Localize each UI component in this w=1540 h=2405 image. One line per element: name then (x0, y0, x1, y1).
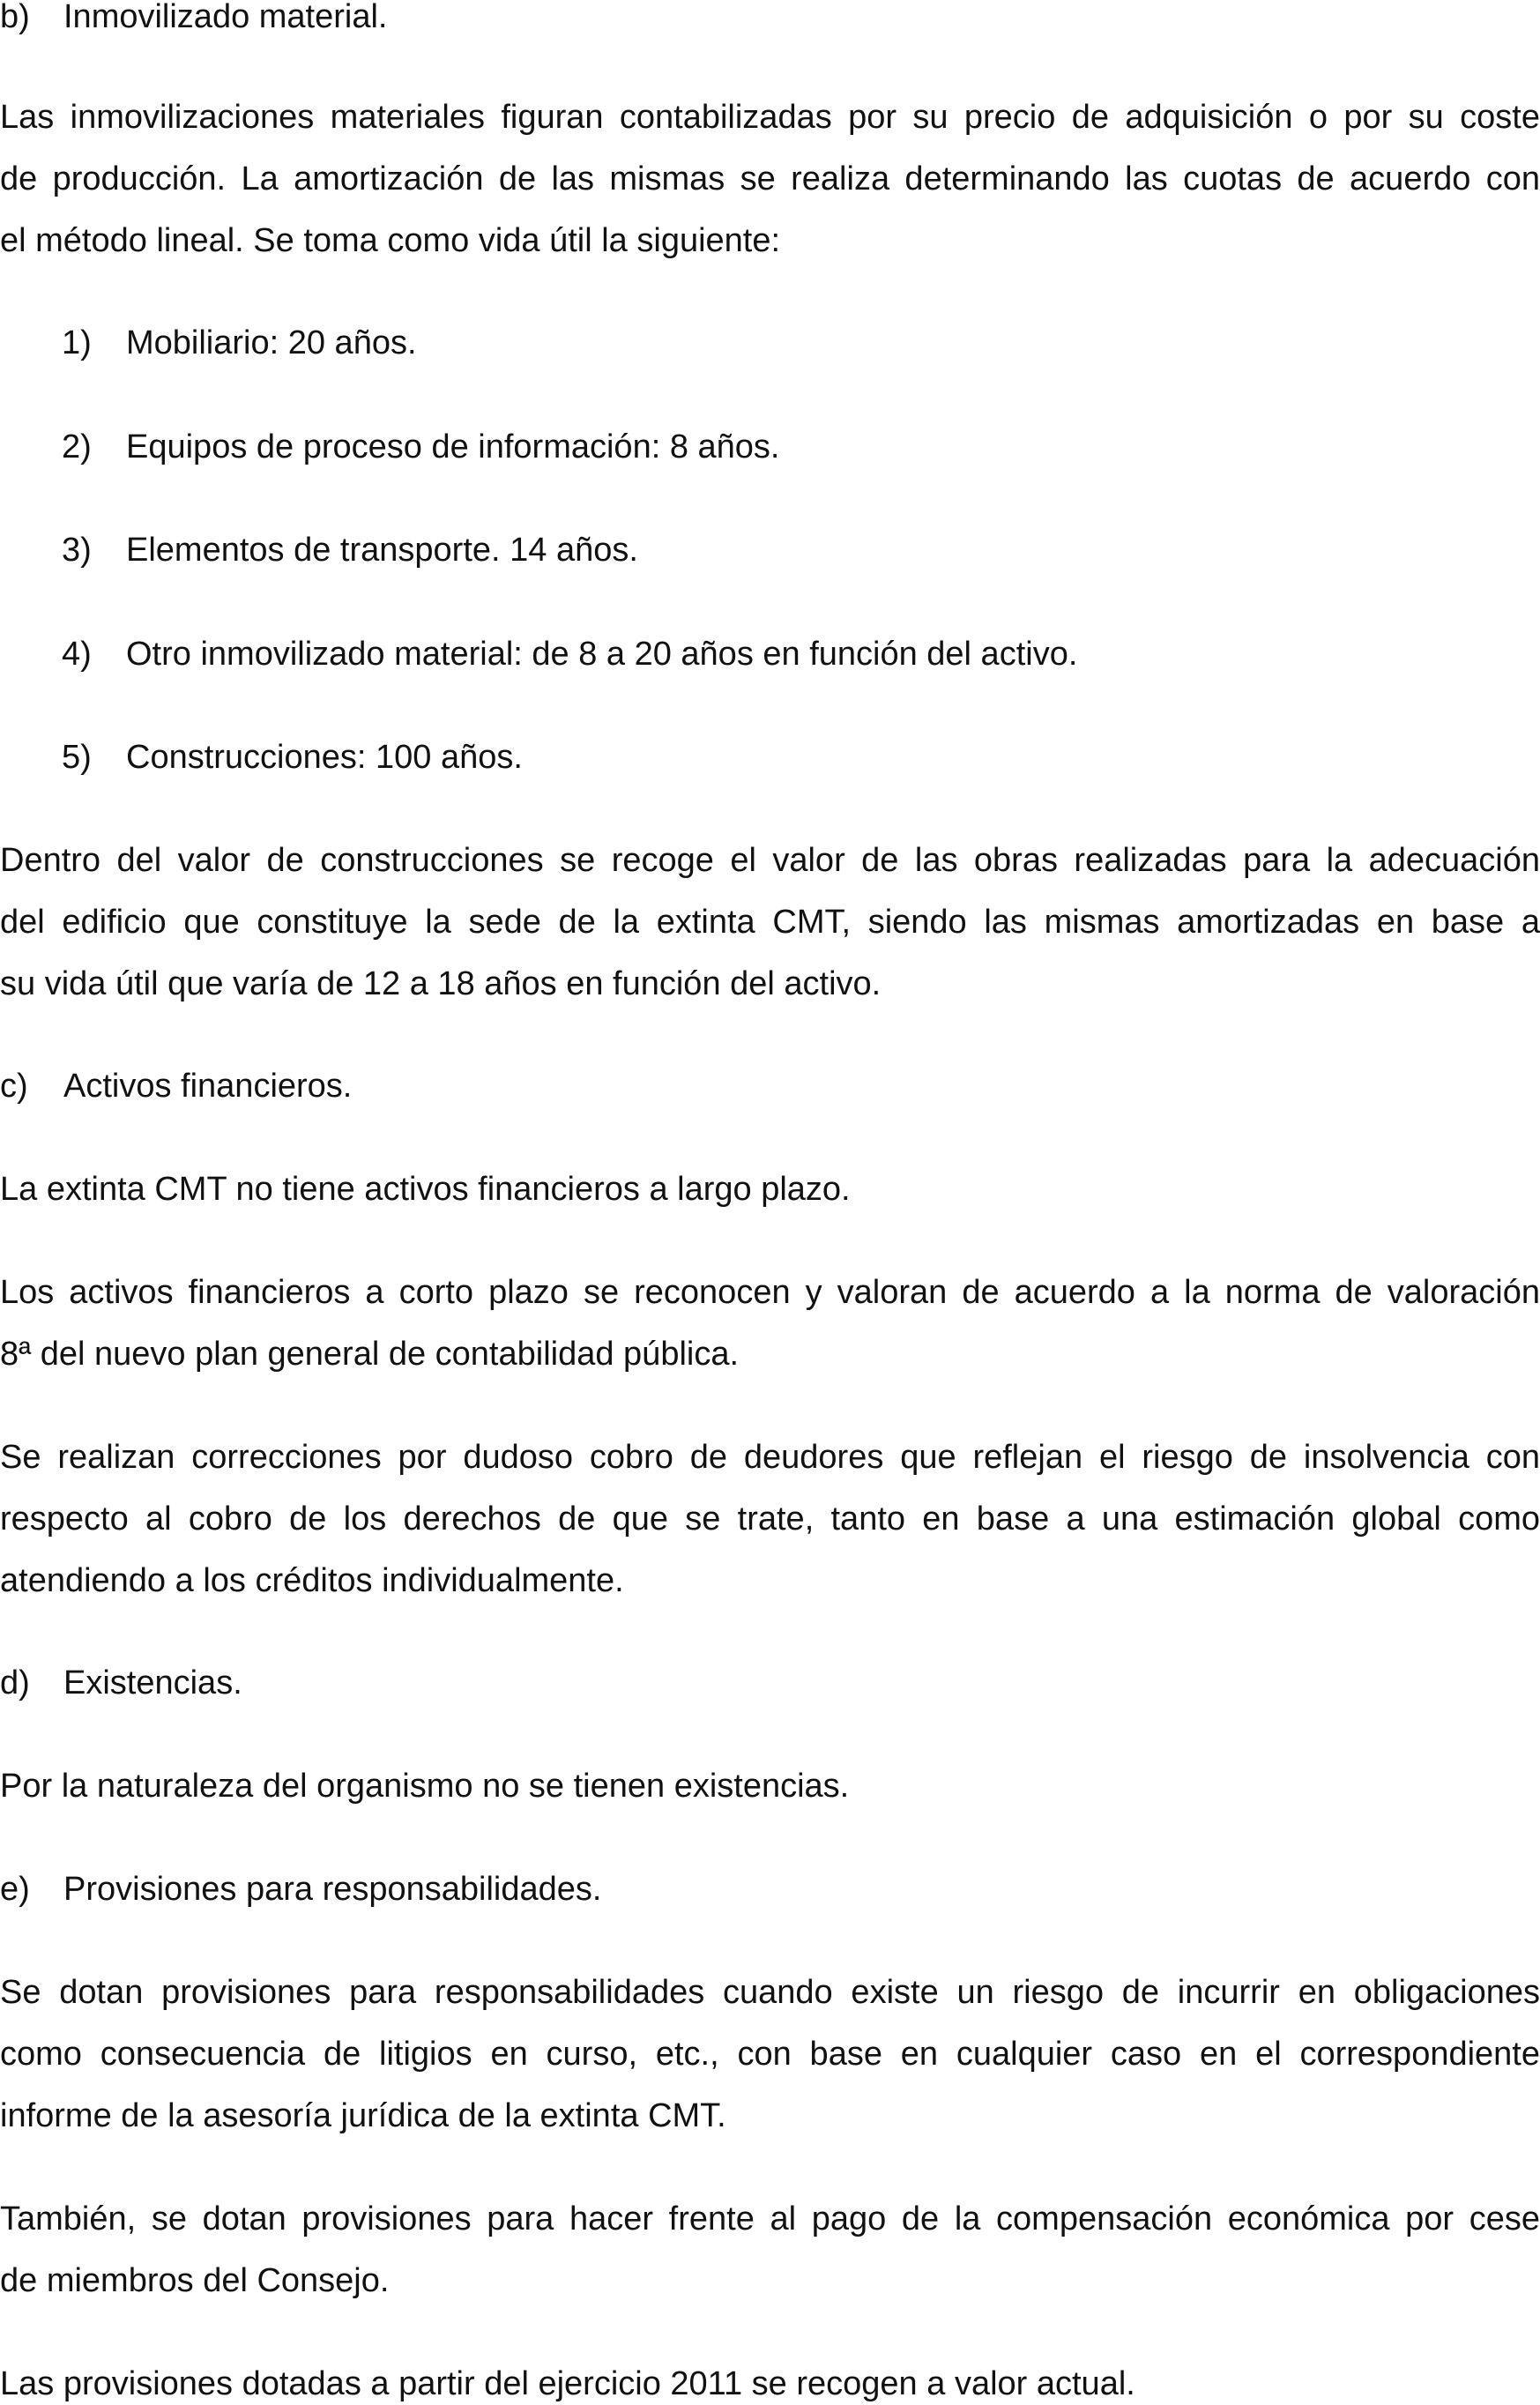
section-marker: e) (0, 1871, 30, 1908)
list-item (62, 530, 1472, 570)
list-item (62, 634, 1472, 674)
section-heading-c (0, 1066, 1540, 1106)
section-heading-d (0, 1663, 1540, 1703)
paragraph-line: de producción. La amortización de las mismas se realiza determinando las cuotas de acuerdo con (0, 160, 1540, 197)
section-heading-b (0, 0, 1540, 37)
paragraph-line: Las provisiones dotadas a partir del ejercicio 2011 se recogen a valor actual. (0, 2365, 1135, 2402)
paragraph-line: Dentro del valor de construcciones se recoge el valor de las obras realizadas para la adecuación (0, 842, 1540, 879)
list-item-text: Mobiliario: 20 años. (126, 324, 417, 361)
section-title: Existencias. (63, 1664, 242, 1701)
list-item (62, 737, 1472, 778)
section-marker: c) (0, 1068, 28, 1105)
section-title: Inmovilizado material. (63, 0, 388, 35)
paragraph-line: atendiendo a los créditos individualmente. (0, 1562, 624, 1599)
paragraph-line: el método lineal. Se toma como vida útil la siguiente: (0, 222, 781, 259)
paragraph-line: Se realizan correcciones por dudoso cobro de deudores que reflejan el riesgo de insolvencia con (0, 1439, 1540, 1476)
section-marker: b) (0, 0, 30, 35)
paragraph-line: respecto al cobro de los derechos de que se trate, tanto en base a una estimación global como (0, 1500, 1540, 1538)
list-item-text: Otro inmovilizado material: de 8 a 20 años en función del activo. (126, 636, 1078, 673)
list-item-number: 1) (62, 324, 92, 361)
paragraph-line: También, se dotan provisiones para hacer frente al pago de la compensación económica por cese (0, 2200, 1540, 2237)
paragraph-line: Por la naturaleza del organismo no se tienen existencias. (0, 1768, 850, 1805)
section-heading-e (0, 1869, 1540, 1910)
list-item (62, 427, 1472, 467)
paragraph-line: informe de la asesoría jurídica de la extinta CMT. (0, 2097, 726, 2134)
section-marker: d) (0, 1664, 30, 1701)
list-item-number: 4) (62, 636, 92, 673)
list-item (62, 323, 1472, 363)
paragraph-line: de miembros del Consejo. (0, 2262, 390, 2299)
list-item-number: 5) (62, 739, 92, 776)
list-item-number: 2) (62, 428, 92, 465)
list-item-text: Equipos de proceso de información: 8 años. (126, 428, 780, 465)
paragraph-line: Los activos financieros a corto plazo se reconocen y valoran de acuerdo a la norma de valoración (0, 1274, 1540, 1311)
paragraph-line: como consecuencia de litigios en curso, etc., con base en cualquier caso en el correspondiente (0, 2036, 1540, 2073)
list-item-text: Elementos de transporte. 14 años. (126, 532, 638, 569)
paragraph-line: 8ª del nuevo plan general de contabilidad pública. (0, 1336, 740, 1373)
section-title: Activos financieros. (63, 1068, 353, 1105)
paragraph-line: su vida útil que varía de 12 a 18 años en función del activo. (0, 965, 882, 1002)
paragraph-line: Se dotan provisiones para responsabilidades cuando existe un riesgo de incurrir en obligaciones (0, 1974, 1540, 2011)
paragraph-line: Las inmovilizaciones materiales figuran contabilizadas por su precio de adquisición o por su coste (0, 99, 1540, 136)
section-title: Provisiones para responsabilidades. (63, 1871, 602, 1908)
list-item-number: 3) (62, 532, 92, 569)
list-item-text: Construcciones: 100 años. (126, 739, 523, 776)
paragraph-line: La extinta CMT no tiene activos financieros a largo plazo. (0, 1171, 851, 1208)
paragraph-line: del edificio que constituye la sede de la extinta CMT, siendo las mismas amortizadas en base a (0, 904, 1540, 941)
